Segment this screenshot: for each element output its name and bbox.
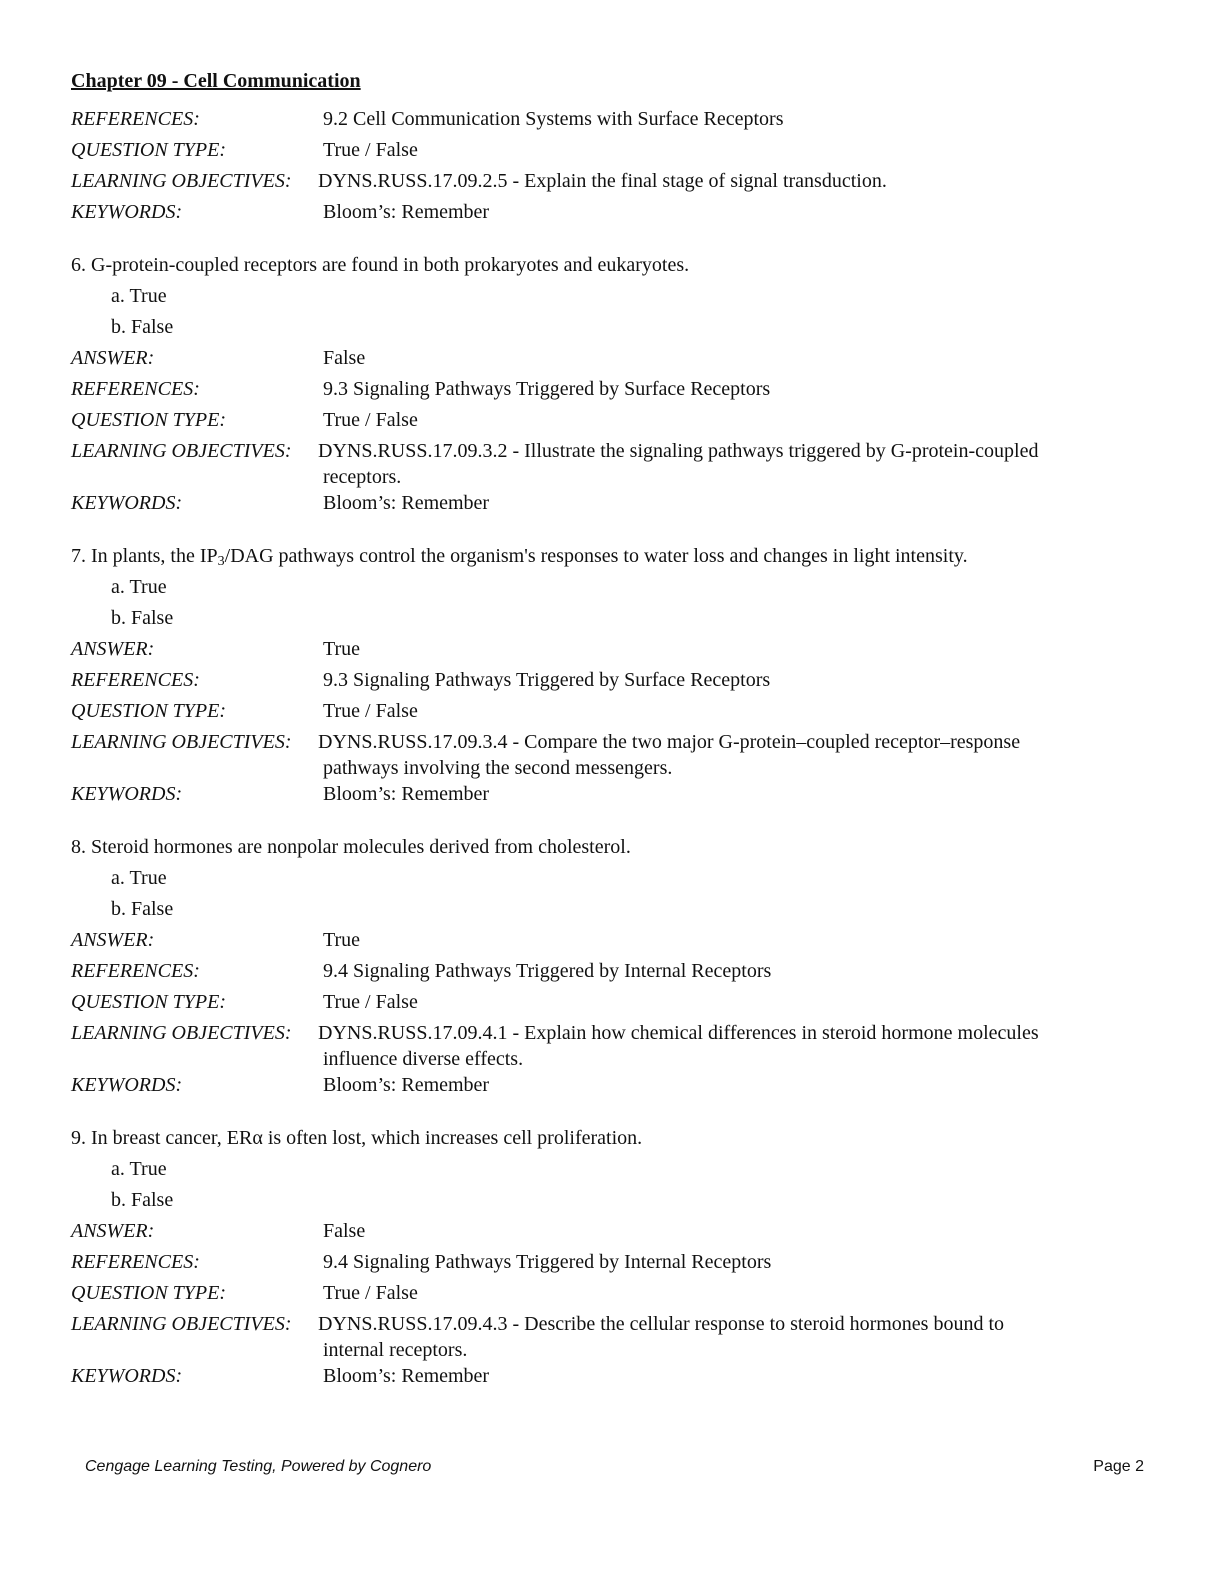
- references-value: 9.4 Signaling Pathways Triggered by Internal Receptors: [323, 1251, 772, 1273]
- question-text-subscript: 3: [217, 554, 225, 569]
- learning-objectives-line1: DYNS.RUSS.17.09.4.3 - Describe the cellular response to steroid hormones bound to: [318, 1313, 1005, 1335]
- option-b: b. False: [111, 316, 174, 338]
- document-page: [71, 68, 1161, 1394]
- question-block: [71, 543, 1161, 812]
- carryover-block: [71, 106, 1161, 230]
- answer-value: False: [323, 347, 366, 369]
- keywords-value: Bloom’s: Remember: [323, 492, 490, 514]
- learning-objectives-row: [71, 1020, 1161, 1072]
- keywords-label: KEYWORDS:: [71, 1074, 183, 1096]
- question-type-value: True / False: [323, 1282, 418, 1304]
- answer-row: [71, 636, 1161, 667]
- keywords-row: [71, 1072, 1161, 1103]
- keywords-label: KEYWORDS:: [71, 1365, 183, 1387]
- question-type-label: QUESTION TYPE:: [71, 139, 227, 161]
- option-b: b. False: [111, 898, 174, 920]
- learning-objectives-label: LEARNING OBJECTIVES:: [71, 1313, 292, 1335]
- question-type-row: [71, 137, 1161, 168]
- option-b: b. False: [111, 607, 174, 629]
- option-a: a. True: [111, 285, 167, 307]
- answer-row: [71, 1218, 1161, 1249]
- answer-label: ANSWER:: [71, 929, 155, 951]
- learning-objectives-value: DYNS.RUSS.17.09.2.5 - Explain the final stage of signal transduction.: [318, 170, 887, 192]
- chapter-title: Chapter 09 - Cell Communication: [71, 70, 361, 92]
- question-type-row: [71, 989, 1161, 1020]
- answer-row: [71, 927, 1161, 958]
- question-type-value: True / False: [323, 409, 418, 431]
- learning-objectives-line2: pathways involving the second messengers.: [323, 757, 673, 779]
- references-row: [71, 106, 1161, 137]
- learning-objectives-label: LEARNING OBJECTIVES:: [71, 440, 292, 462]
- keywords-value: Bloom’s: Remember: [323, 1074, 490, 1096]
- learning-objectives-label: LEARNING OBJECTIVES:: [71, 170, 292, 192]
- answer-label: ANSWER:: [71, 1220, 155, 1242]
- references-row: [71, 1249, 1161, 1280]
- question-text: [71, 543, 1161, 574]
- keywords-row: [71, 1363, 1161, 1394]
- learning-objectives-line1: DYNS.RUSS.17.09.3.4 - Compare the two major G-protein–coupled receptor–response: [318, 731, 1021, 753]
- page-number: Page 2: [1093, 1458, 1144, 1475]
- question-block: [71, 252, 1161, 521]
- answer-value: True: [323, 929, 361, 951]
- references-row: [71, 667, 1161, 698]
- question-type-row: [71, 407, 1161, 438]
- references-label: REFERENCES:: [71, 669, 200, 691]
- footer-credit: Cengage Learning Testing, Powered by Cognero: [85, 1458, 432, 1475]
- page-footer: [85, 1458, 1144, 1476]
- keywords-row: [71, 199, 1161, 230]
- references-row: [71, 958, 1161, 989]
- learning-objectives-row: [71, 168, 1161, 199]
- answer-value: True: [323, 638, 361, 660]
- answer-label: ANSWER:: [71, 347, 155, 369]
- option-a: a. True: [111, 1158, 167, 1180]
- question-text-pre: 7. In plants, the IP: [71, 545, 218, 567]
- question-type-row: [71, 1280, 1161, 1311]
- question-type-row: [71, 698, 1161, 729]
- question-text: 6. G-protein-coupled receptors are found in both prokaryotes and eukaryotes.: [71, 254, 690, 276]
- question-type-value: True / False: [323, 700, 418, 722]
- learning-objectives-row: [71, 729, 1161, 781]
- keywords-value: Bloom’s: Remember: [323, 783, 490, 805]
- learning-objectives-line2: receptors.: [323, 466, 402, 488]
- question-type-label: QUESTION TYPE:: [71, 700, 227, 722]
- learning-objectives-line1: DYNS.RUSS.17.09.3.2 - Illustrate the signaling pathways triggered by G-protein-coupled: [318, 440, 1039, 462]
- references-label: REFERENCES:: [71, 960, 200, 982]
- option-a: a. True: [111, 867, 167, 889]
- learning-objectives-value: [315, 729, 1161, 781]
- option-a: a. True: [111, 576, 167, 598]
- keywords-value: Bloom’s: Remember: [323, 201, 490, 223]
- references-label: REFERENCES:: [71, 378, 200, 400]
- learning-objectives-label: LEARNING OBJECTIVES:: [71, 1022, 292, 1044]
- references-row: [71, 376, 1161, 407]
- question-text-post: /DAG pathways control the organism's responses to water loss and changes in light intensity.: [224, 545, 968, 567]
- keywords-label: KEYWORDS:: [71, 201, 183, 223]
- references-label: REFERENCES:: [71, 108, 200, 130]
- references-value: 9.4 Signaling Pathways Triggered by Internal Receptors: [323, 960, 772, 982]
- answer-row: [71, 345, 1161, 376]
- question-type-label: QUESTION TYPE:: [71, 991, 227, 1013]
- question-block: [71, 1125, 1161, 1394]
- keywords-label: KEYWORDS:: [71, 492, 183, 514]
- question-block: [71, 834, 1161, 1103]
- question-text: 8. Steroid hormones are nonpolar molecules derived from cholesterol.: [71, 836, 631, 858]
- answer-value: False: [323, 1220, 366, 1242]
- learning-objectives-value: [315, 1020, 1161, 1072]
- answer-label: ANSWER:: [71, 638, 155, 660]
- learning-objectives-line2: influence diverse effects.: [323, 1048, 524, 1070]
- learning-objectives-row: [71, 1311, 1161, 1363]
- learning-objectives-line2: internal receptors.: [323, 1339, 468, 1361]
- question-type-label: QUESTION TYPE:: [71, 1282, 227, 1304]
- keywords-row: [71, 490, 1161, 521]
- keywords-value: Bloom’s: Remember: [323, 1365, 490, 1387]
- learning-objectives-value: [315, 1311, 1161, 1363]
- references-value: 9.3 Signaling Pathways Triggered by Surface Receptors: [323, 669, 771, 691]
- learning-objectives-label: LEARNING OBJECTIVES:: [71, 731, 292, 753]
- question-text: 9. In breast cancer, ERα is often lost, which increases cell proliferation.: [71, 1127, 643, 1149]
- references-value: 9.2 Cell Communication Systems with Surface Receptors: [323, 108, 784, 130]
- learning-objectives-value: [315, 438, 1161, 490]
- keywords-row: [71, 781, 1161, 812]
- learning-objectives-row: [71, 438, 1161, 490]
- question-type-value: True / False: [323, 991, 418, 1013]
- keywords-label: KEYWORDS:: [71, 783, 183, 805]
- references-label: REFERENCES:: [71, 1251, 200, 1273]
- question-type-value: True / False: [323, 139, 418, 161]
- option-b: b. False: [111, 1189, 174, 1211]
- references-value: 9.3 Signaling Pathways Triggered by Surface Receptors: [323, 378, 771, 400]
- question-type-label: QUESTION TYPE:: [71, 409, 227, 431]
- learning-objectives-line1: DYNS.RUSS.17.09.4.1 - Explain how chemical differences in steroid hormone molecules: [318, 1022, 1039, 1044]
